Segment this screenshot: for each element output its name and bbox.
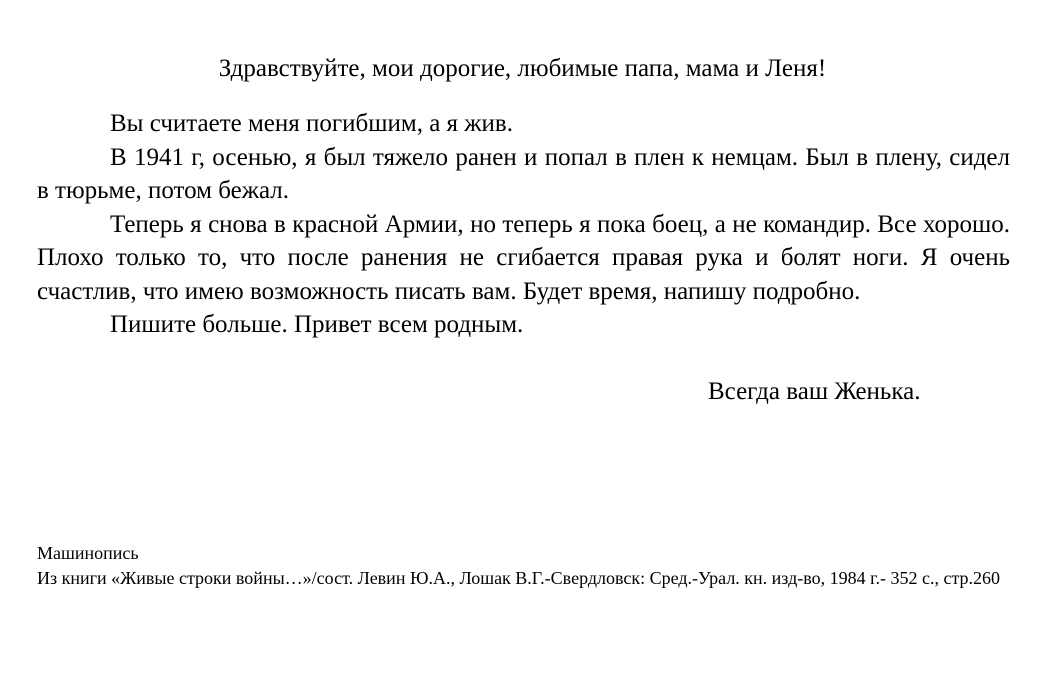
- letter-paragraph: Теперь я снова в красной Армии, но теперь я пока боец, а не командир. Все хорошо. Плохо только то, что после ранения не сгибается правая рука и болят ноги. Я очень счастлив, что имею возможность писать вам. Будет время, напишу подробно.: [37, 210, 1010, 305]
- letter-paragraph: В 1941 г, осенью, я был тяжело ранен и попал в плен к немцам. Был в плену, сидел в тюрьме, потом бежал.: [37, 143, 1010, 204]
- source-note: [37, 541, 1012, 590]
- letter-body: [37, 107, 1010, 342]
- letter-paragraph: Вы считаете меня погибшим, а я жив.: [110, 110, 513, 137]
- letter-greeting: Здравствуйте, мои дорогие, любимые папа, мама и Леня!: [218, 55, 827, 82]
- letter-paragraph: Пишите больше. Привет всем родным.: [110, 311, 524, 338]
- letter-signature: Всегда ваш Женька.: [708, 378, 921, 405]
- source-citation: Из книги «Живые строки войны…»/сост. Левин Ю.А., Лошак В.Г.-Свердловск: Сред.-Урал. кн. изд-во, 1984 г.- 352 с., стр.260: [37, 567, 1001, 588]
- document-type-label: Машинопись: [37, 543, 139, 563]
